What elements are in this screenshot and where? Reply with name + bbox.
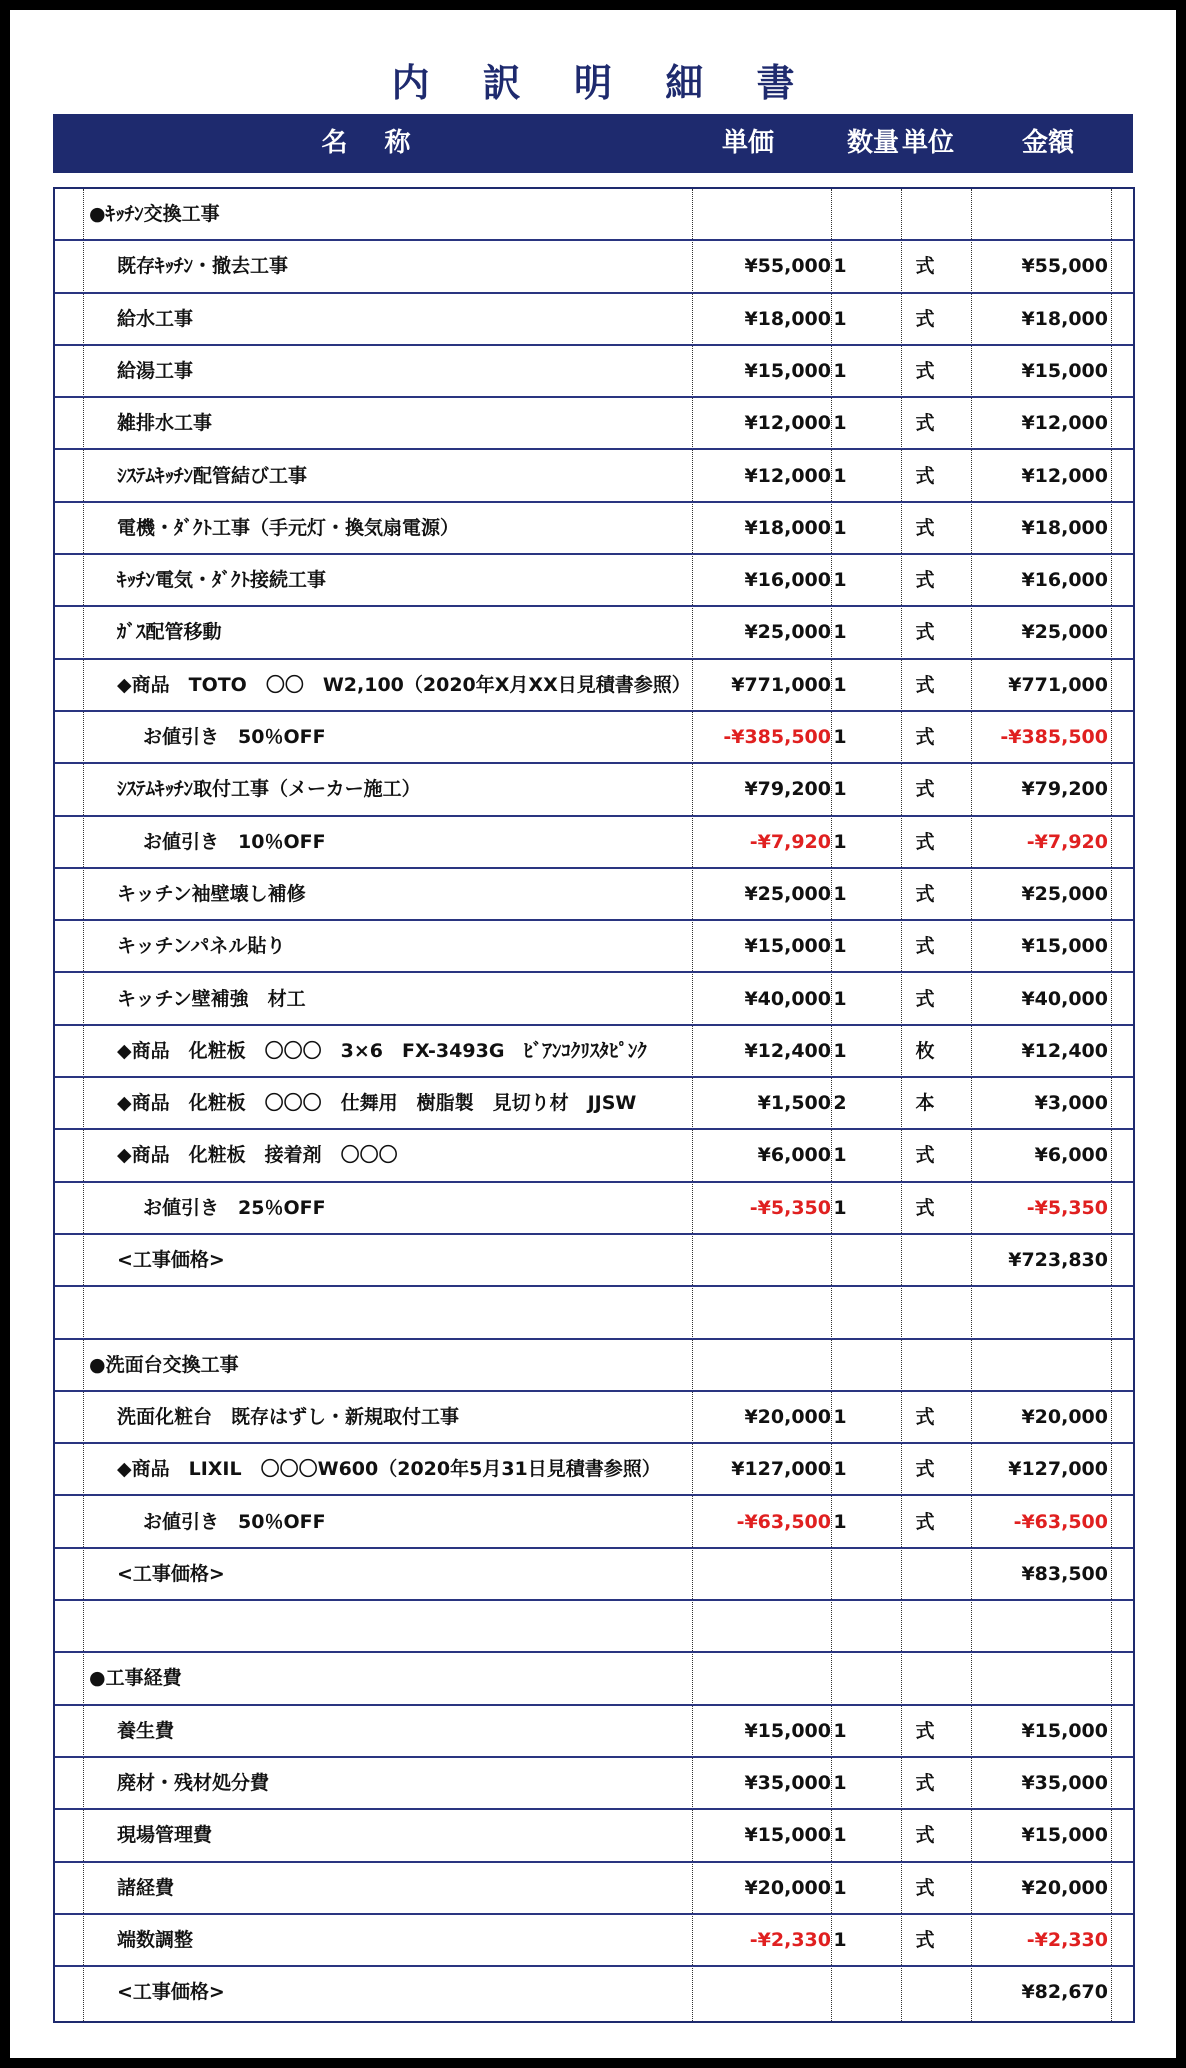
- amount: -¥63,500: [1013, 1510, 1108, 1533]
- table-row: [55, 1026, 1133, 1078]
- amount: ¥771,000: [1008, 673, 1108, 696]
- unit: 式: [915, 1510, 935, 1533]
- item-name: 現場管理費: [117, 1824, 213, 1847]
- item-name: ｶﾞｽ配管移動: [117, 621, 222, 644]
- quantity: 2: [833, 1092, 847, 1115]
- quantity: 1: [833, 830, 847, 853]
- statement-page: [10, 10, 1176, 2058]
- amount: ¥83,500: [1021, 1562, 1108, 1585]
- amount: ¥12,000: [1021, 464, 1108, 487]
- table-row: [55, 764, 1133, 816]
- quantity: 1: [833, 1405, 847, 1428]
- item-name: ｷｯﾁﾝ電気・ﾀﾞｸﾄ接続工事: [117, 569, 327, 592]
- amount: ¥79,200: [1021, 778, 1108, 801]
- unit: 式: [915, 882, 935, 905]
- unit: 式: [915, 1876, 935, 1899]
- table-row: [55, 1235, 1133, 1287]
- unit-price: -¥63,500: [736, 1510, 831, 1533]
- item-name: 養生費: [117, 1719, 175, 1742]
- table-row: [55, 1706, 1133, 1758]
- unit-price: ¥25,000: [744, 621, 831, 644]
- item-name: お値引き 50％OFF: [143, 1510, 326, 1533]
- item-name: ｼｽﾃﾑｷｯﾁﾝ取付工事（メーカー施工）: [117, 778, 421, 801]
- unit-price: ¥127,000: [731, 1458, 831, 1481]
- header-name: 名 称: [321, 128, 425, 158]
- item-name: お値引き 25％OFF: [143, 1196, 326, 1219]
- amount: ¥18,000: [1021, 516, 1108, 539]
- unit: 式: [915, 307, 935, 330]
- unit: 式: [915, 1144, 935, 1167]
- quantity: 1: [833, 1458, 847, 1481]
- table-row: [55, 1863, 1133, 1915]
- quantity: 1: [833, 1772, 847, 1794]
- unit-price: ¥20,000: [744, 1876, 831, 1899]
- unit: 枚: [915, 1039, 935, 1062]
- unit: 式: [915, 464, 935, 487]
- amount: ¥3,000: [1034, 1092, 1108, 1115]
- amount: ¥25,000: [1021, 621, 1108, 644]
- quantity: 1: [833, 935, 847, 958]
- amount: ¥12,400: [1021, 1039, 1108, 1062]
- unit: 式: [915, 1405, 935, 1428]
- unit: 本: [915, 1092, 935, 1115]
- table-row: [55, 555, 1133, 607]
- quantity: 1: [833, 1928, 847, 1951]
- table-header: [53, 114, 1133, 173]
- unit: 式: [915, 830, 935, 853]
- unit-price: ¥18,000: [744, 516, 831, 539]
- table-row: [55, 1601, 1133, 1653]
- unit-price: ¥771,000: [731, 673, 831, 696]
- table-row: [55, 607, 1133, 659]
- table-row: [55, 1130, 1133, 1182]
- quantity: 1: [833, 726, 847, 748]
- table-row: [55, 1392, 1133, 1444]
- table-row: [55, 1078, 1133, 1130]
- amount: ¥40,000: [1021, 987, 1108, 1010]
- table-row: [55, 660, 1133, 712]
- item-name: キッチン袖壁壊し補修: [117, 882, 306, 905]
- unit: 式: [915, 987, 935, 1010]
- item-name: 電機・ﾀﾞｸﾄ工事（手元灯・換気扇電源）: [117, 516, 460, 539]
- table-row: [55, 921, 1133, 973]
- quantity: 1: [833, 1196, 847, 1219]
- table-row: [55, 1183, 1133, 1235]
- unit: 式: [915, 255, 935, 278]
- quantity: 1: [833, 516, 847, 539]
- table-row: [55, 1497, 1133, 1549]
- amount: ¥6,000: [1034, 1144, 1108, 1167]
- table-row: [55, 1915, 1133, 1967]
- table-row: [55, 1758, 1133, 1810]
- item-name: ◆商品 化粧板 〇〇〇 仕舞用 樹脂製 見切り材 JJSW: [117, 1092, 637, 1115]
- amount: ¥15,000: [1021, 1719, 1108, 1742]
- unit-price: ¥40,000: [744, 987, 831, 1010]
- unit: 式: [915, 516, 935, 539]
- item-name: ●洗面台交換工事: [89, 1353, 239, 1376]
- unit: 式: [915, 1928, 935, 1951]
- item-name: 雑排水工事: [117, 412, 213, 435]
- amount: ¥55,000: [1021, 255, 1108, 278]
- unit-price: ¥1,500: [757, 1092, 831, 1115]
- quantity: 1: [833, 1510, 847, 1533]
- quantity: 1: [833, 569, 847, 592]
- amount: -¥385,500: [1000, 726, 1108, 748]
- quantity: 1: [833, 412, 847, 435]
- unit-price: -¥385,500: [723, 726, 831, 748]
- amount: ¥18,000: [1021, 307, 1108, 330]
- unit-price: ¥55,000: [744, 255, 831, 278]
- unit-price: ¥16,000: [744, 569, 831, 592]
- item-name: 既存ｷｯﾁﾝ・撤去工事: [117, 255, 289, 278]
- quantity: 1: [833, 621, 847, 644]
- table-row: [55, 1967, 1133, 2019]
- unit-price: ¥6,000: [757, 1144, 831, 1167]
- amount: ¥16,000: [1021, 569, 1108, 592]
- table-row: [55, 974, 1133, 1026]
- item-name: ◆商品 TOTO 〇〇 W2,100（2020年X月XX日見積書参照）: [117, 673, 691, 696]
- unit-price: -¥2,330: [749, 1928, 831, 1951]
- item-name: <工事価格>: [117, 1562, 225, 1585]
- item-name: <工事価格>: [117, 1249, 225, 1271]
- amount: ¥35,000: [1021, 1772, 1108, 1794]
- quantity: 1: [833, 359, 847, 382]
- item-name: キッチンパネル貼り: [117, 935, 286, 958]
- unit-price: ¥79,200: [744, 778, 831, 801]
- table-row: [55, 1287, 1133, 1339]
- unit: 式: [915, 726, 935, 748]
- table-row: [55, 1810, 1133, 1862]
- quantity: 1: [833, 1876, 847, 1899]
- item-name: 廃材・残材処分費: [117, 1772, 270, 1794]
- unit: 式: [915, 1772, 935, 1794]
- amount: ¥25,000: [1021, 882, 1108, 905]
- item-name: キッチン壁補強 材工: [117, 987, 306, 1010]
- quantity: 1: [833, 1144, 847, 1167]
- page-title: 内 訳 明 細 書: [391, 61, 815, 105]
- amount: ¥12,000: [1021, 412, 1108, 435]
- detail-table: [53, 187, 1135, 2023]
- unit-price: -¥7,920: [749, 830, 831, 853]
- table-row: [55, 241, 1133, 293]
- unit: 式: [915, 673, 935, 696]
- unit: 式: [915, 935, 935, 958]
- unit-price: ¥12,000: [744, 412, 831, 435]
- item-name: ◆商品 LIXIL 〇〇〇W600（2020年5月31日見積書参照）: [117, 1458, 661, 1481]
- unit-price: ¥15,000: [744, 935, 831, 958]
- amount: -¥7,920: [1026, 830, 1108, 853]
- item-name: 給湯工事: [117, 359, 194, 382]
- unit-price: ¥25,000: [744, 882, 831, 905]
- amount: ¥20,000: [1021, 1405, 1108, 1428]
- table-row: [55, 189, 1133, 241]
- header-qty: 数量: [846, 128, 899, 158]
- table-row: [55, 869, 1133, 921]
- quantity: 1: [833, 307, 847, 330]
- table-row: [55, 451, 1133, 503]
- unit: 式: [915, 412, 935, 435]
- table-row: [55, 346, 1133, 398]
- quantity: 1: [833, 464, 847, 487]
- quantity: 1: [833, 1719, 847, 1742]
- amount: ¥723,830: [1008, 1249, 1108, 1271]
- table-row: [55, 1444, 1133, 1496]
- item-name: ●ｷｯﾁﾝ交換工事: [89, 203, 220, 225]
- unit: 式: [915, 1824, 935, 1847]
- unit-price: ¥18,000: [744, 307, 831, 330]
- table-row: [55, 1549, 1133, 1601]
- amount: ¥15,000: [1021, 359, 1108, 382]
- amount: ¥15,000: [1021, 935, 1108, 958]
- unit-price: -¥5,350: [749, 1196, 831, 1219]
- item-name: 給水工事: [117, 307, 194, 330]
- unit-price: ¥12,000: [744, 464, 831, 487]
- item-name: ◆商品 化粧板 接着剤 〇〇〇: [117, 1144, 398, 1167]
- unit-price: ¥20,000: [744, 1405, 831, 1428]
- amount: ¥127,000: [1008, 1458, 1108, 1481]
- unit-price: ¥35,000: [744, 1772, 831, 1794]
- item-name: ｼｽﾃﾑｷｯﾁﾝ配管結び工事: [117, 464, 308, 487]
- quantity: 1: [833, 255, 847, 278]
- quantity: 1: [833, 1039, 847, 1062]
- unit-price: ¥15,000: [744, 1824, 831, 1847]
- item-name: 端数調整: [117, 1928, 194, 1951]
- unit: 式: [915, 1196, 935, 1219]
- item-name: 洗面化粧台 既存はずし・新規取付工事: [117, 1405, 460, 1428]
- header-price: 単価: [721, 128, 774, 158]
- item-name: <工事価格>: [117, 1981, 225, 2004]
- quantity: 1: [833, 778, 847, 801]
- item-name: 諸経費: [117, 1876, 175, 1899]
- item-name: お値引き 50％OFF: [143, 726, 326, 748]
- quantity: 1: [833, 882, 847, 905]
- unit-price: ¥12,400: [744, 1039, 831, 1062]
- table-row: [55, 503, 1133, 555]
- table-row: [55, 398, 1133, 450]
- unit: 式: [915, 1719, 935, 1742]
- table-row: [55, 1653, 1133, 1705]
- unit: 式: [915, 1458, 935, 1481]
- item-name: お値引き 10％OFF: [143, 830, 326, 853]
- header-unit: 単位: [901, 128, 954, 158]
- table-row: [55, 294, 1133, 346]
- unit: 式: [915, 359, 935, 382]
- unit: 式: [915, 621, 935, 644]
- item-name: ●工事経費: [89, 1667, 182, 1690]
- quantity: 1: [833, 987, 847, 1010]
- table-row: [55, 1340, 1133, 1392]
- unit: 式: [915, 569, 935, 592]
- quantity: 1: [833, 1824, 847, 1847]
- item-name: ◆商品 化粧板 〇〇〇 3×6 FX-3493G ﾋﾞｱﾝｺｸﾘｽﾀﾋﾟﾝｸ: [117, 1039, 647, 1062]
- table-row: [55, 712, 1133, 764]
- unit-price: ¥15,000: [744, 359, 831, 382]
- quantity: 1: [833, 673, 847, 696]
- amount: ¥20,000: [1021, 1876, 1108, 1899]
- amount: ¥82,670: [1021, 1981, 1108, 2004]
- unit-price: ¥15,000: [744, 1719, 831, 1742]
- amount: -¥5,350: [1026, 1196, 1108, 1219]
- table-row: [55, 817, 1133, 869]
- amount: ¥15,000: [1021, 1824, 1108, 1847]
- amount: -¥2,330: [1026, 1928, 1108, 1951]
- unit: 式: [915, 778, 935, 801]
- header-amount: 金額: [1021, 128, 1074, 158]
